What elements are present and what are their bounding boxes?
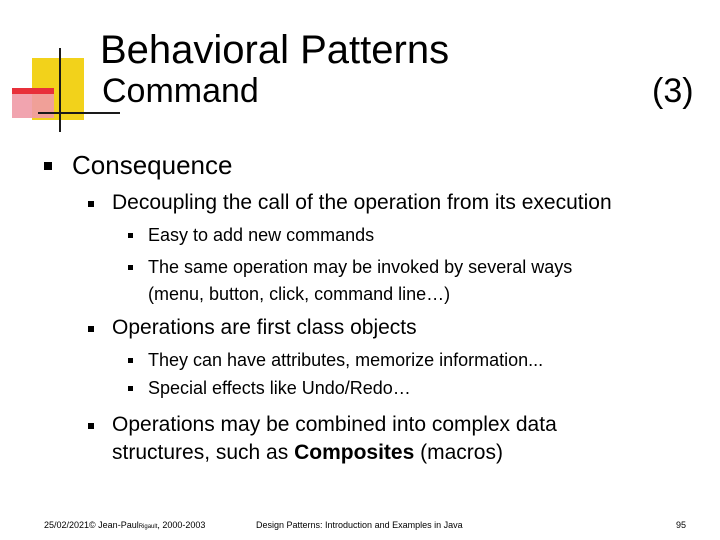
bullet-combined: Operations may be combined into complex data — [112, 413, 557, 436]
slide-number: (3) — [652, 72, 694, 110]
bullet-special-effects: Special effects like Undo/Redo… — [148, 378, 411, 398]
bullet-combined-continued — [112, 440, 503, 466]
bullet-square — [128, 386, 133, 391]
bullet-square — [128, 358, 133, 363]
bullet-attributes: They can have attributes, memorize information... — [148, 350, 544, 370]
combined-suffix: (macros) — [414, 441, 503, 464]
composites-emphasis: Composites — [294, 441, 415, 464]
bullet-square — [88, 201, 94, 207]
combined-prefix: structures, such as — [112, 441, 295, 464]
title-line-1: Behavioral Patterns — [100, 28, 450, 72]
bullet-square — [88, 423, 94, 429]
footer-course: Design Patterns: Introduction and Examples in Java — [256, 520, 463, 530]
bullet-consequence: Consequence — [72, 150, 233, 180]
footer-author — [44, 519, 205, 533]
bullet-first-class: Operations are first class objects — [112, 316, 417, 339]
bullet-same-operation-continued: (menu, button, click, command line…) — [148, 284, 451, 304]
bullet-square — [128, 265, 133, 270]
bullet-square — [88, 326, 94, 332]
bullet-square — [44, 162, 52, 170]
footer-page-number: 95 — [676, 520, 687, 530]
red-bar — [12, 88, 54, 94]
bullet-same-operation: The same operation may be invoked by several ways — [148, 257, 573, 277]
bullet-square — [128, 233, 133, 238]
footer-date-author: 25/02/2021© Jean-Paul — [44, 520, 139, 530]
footer-years: , 2000-2003 — [157, 520, 206, 530]
title-line-2: Command — [102, 72, 259, 110]
footer-author-small: Rigault — [138, 524, 158, 530]
bullet-decoupling: Decoupling the call of the operation from its execution — [112, 191, 612, 214]
bullet-easy-add: Easy to add new commands — [148, 225, 375, 245]
